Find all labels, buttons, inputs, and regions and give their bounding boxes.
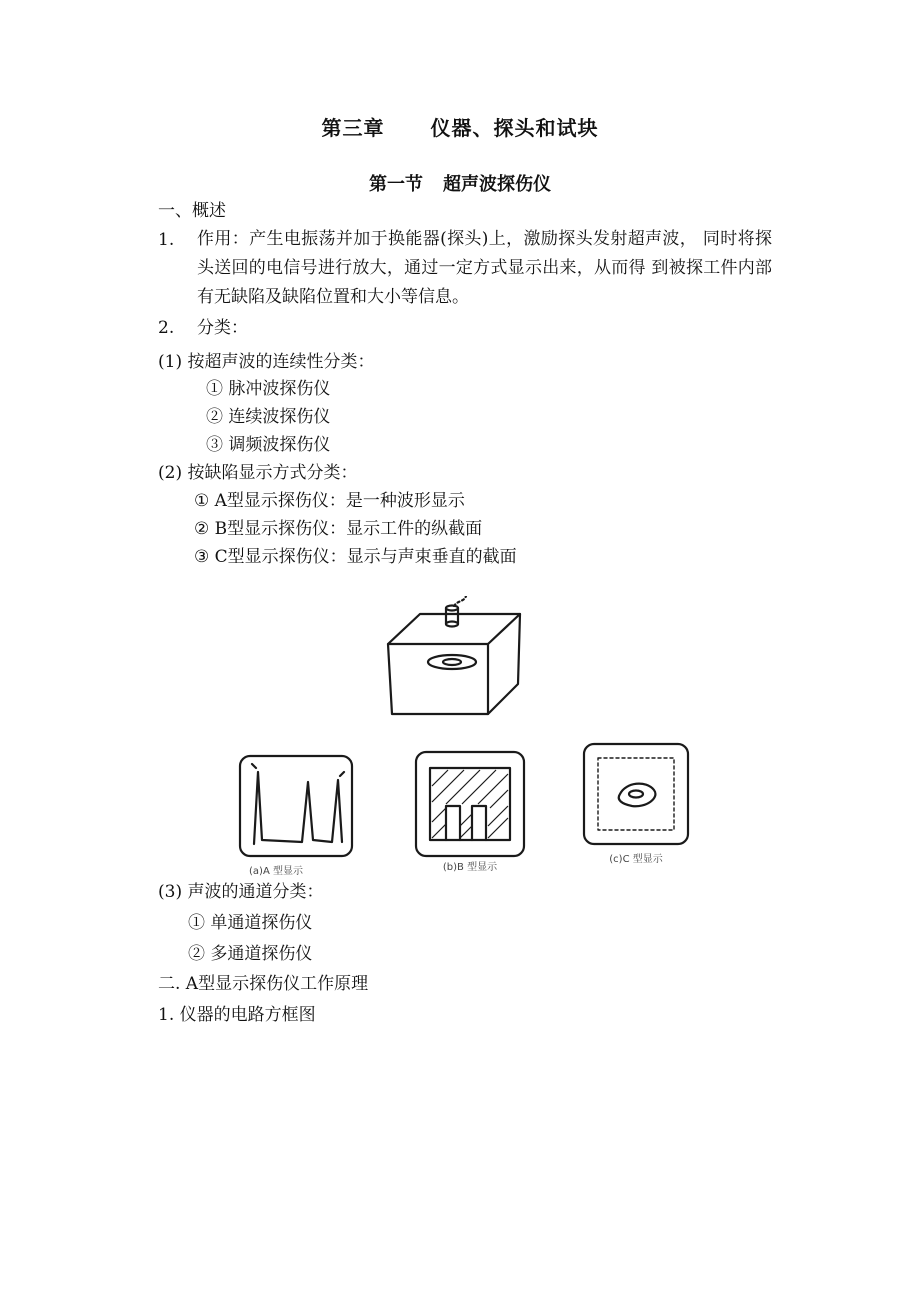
chapter-number: 第三章	[321, 116, 385, 140]
section-title	[0, 170, 920, 196]
b-scan-hatching	[432, 770, 508, 838]
item2-number: 2.	[158, 318, 175, 338]
continuity-label: (1) 按超声波的连续性分类：	[158, 352, 375, 372]
chapter-name: 仪器、探头和试块	[430, 116, 599, 140]
workpiece-block	[388, 596, 520, 714]
display-label: (2) 按缺陷显示方式分类：	[158, 463, 358, 483]
channel-item: ② 多通道探伤仪	[188, 944, 313, 964]
item1-number: 1.	[158, 230, 175, 250]
b-scan-diagram	[416, 752, 524, 856]
display-item: ② B型显示探伤仪：显示工件的纵截面	[194, 519, 483, 539]
a-scan-diagram	[240, 756, 352, 856]
section-name: 超声波探伤仪	[443, 174, 551, 195]
display-item: ① A型显示探伤仪：是一种波形显示	[194, 491, 465, 511]
caption-b-scan: (b)B 型显示	[442, 862, 498, 873]
continuity-item: ③ 调频波探伤仪	[206, 435, 331, 455]
channel-item: ① 单通道探伤仪	[188, 913, 313, 933]
caption-a-scan: (a)A 型显示	[249, 866, 303, 877]
caption-c-scan: (c)C 型显示	[609, 854, 663, 865]
chapter-title	[0, 112, 920, 141]
channel-label: (3) 声波的通道分类：	[158, 882, 324, 902]
section-number: 第一节	[369, 174, 423, 195]
principle-item1: 1. 仪器的电路方框图	[158, 1005, 316, 1025]
continuity-item: ① 脉冲波探伤仪	[206, 379, 331, 399]
principle-heading: 二. A型显示探伤仪工作原理	[158, 974, 369, 994]
item2-text: 分类：	[197, 318, 248, 338]
continuity-item: ② 连续波探伤仪	[206, 407, 331, 427]
overview-heading: 一、概述	[158, 201, 226, 221]
display-item: ③ C型显示探伤仪：显示与声束垂直的截面	[194, 547, 517, 567]
item1-text: 作用：产生电振荡并加于换能器(探头)上，激励探头发射超声波， 同时将探头送回的电信号进行放大，通过一定方式显示出来，从而得 到被探工件内部有无缺陷及缺陷位置和大小等信息。	[197, 229, 772, 307]
display-types-figure	[220, 596, 700, 878]
c-scan-diagram	[584, 744, 688, 844]
